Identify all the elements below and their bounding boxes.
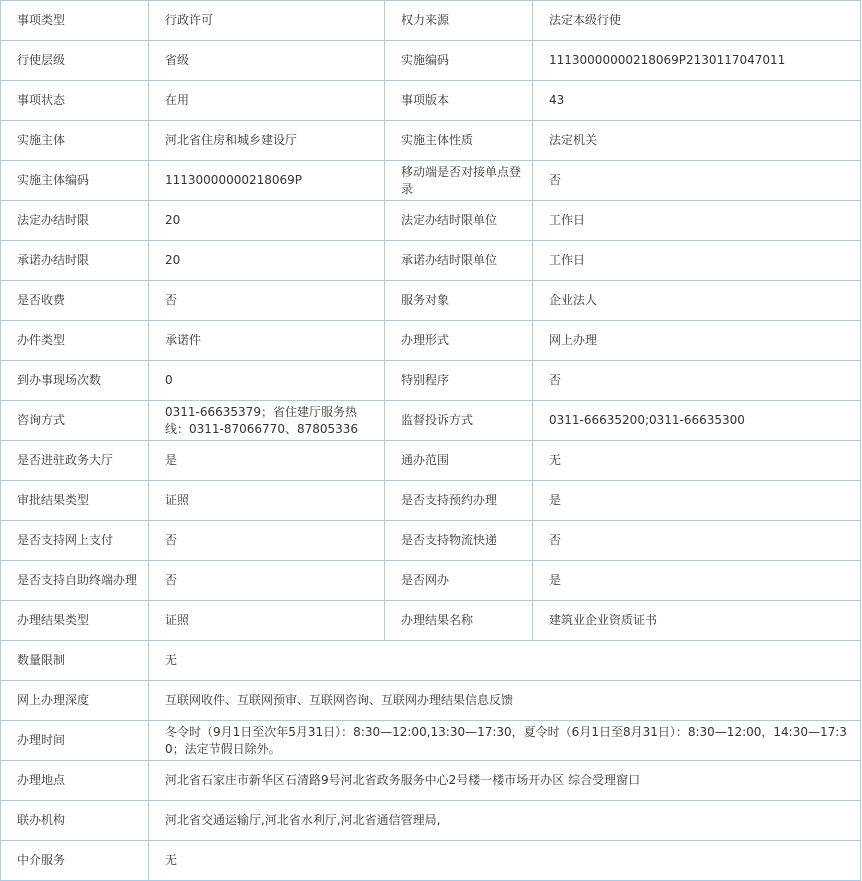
field-value: 43 <box>533 81 861 121</box>
info-row <box>1 481 861 521</box>
info-row <box>1 81 861 121</box>
info-row <box>1 281 861 321</box>
field-value: 20 <box>149 241 385 281</box>
field-label: 移动端是否对接单点登录 <box>385 161 533 201</box>
field-label: 咨询方式 <box>1 401 149 441</box>
field-label: 事项状态 <box>1 81 149 121</box>
field-value: 承诺件 <box>149 321 385 361</box>
info-row <box>1 401 861 441</box>
field-value: 否 <box>149 521 385 561</box>
field-label: 是否支持预约办理 <box>385 481 533 521</box>
field-value: 无 <box>533 441 861 481</box>
info-row <box>1 601 861 641</box>
field-label: 是否支持网上支付 <box>1 521 149 561</box>
info-row-wide <box>1 641 861 681</box>
field-label: 实施主体编码 <box>1 161 149 201</box>
field-label: 法定办结时限单位 <box>385 201 533 241</box>
info-row <box>1 121 861 161</box>
field-value: 11130000000218069P <box>149 161 385 201</box>
field-value: 0311-66635200;0311-66635300 <box>533 401 861 441</box>
field-value: 否 <box>533 361 861 401</box>
field-label: 监督投诉方式 <box>385 401 533 441</box>
field-label: 通办范围 <box>385 441 533 481</box>
info-row <box>1 441 861 481</box>
field-label: 办件类型 <box>1 321 149 361</box>
field-label: 实施编码 <box>385 41 533 81</box>
field-label: 中介服务 <box>1 841 149 881</box>
field-value: 否 <box>533 161 861 201</box>
field-label: 办理时间 <box>1 721 149 761</box>
field-value: 法定本级行使 <box>533 1 861 41</box>
field-value: 0311-66635379；省住建厅服务热线：0311-87066770、87805336 <box>149 401 385 441</box>
info-row <box>1 561 861 601</box>
field-label: 办理地点 <box>1 761 149 801</box>
field-label: 是否网办 <box>385 561 533 601</box>
field-value: 河北省住房和城乡建设厅 <box>149 121 385 161</box>
field-label: 法定办结时限 <box>1 201 149 241</box>
field-value: 11130000000218069P2130117047011 <box>533 41 861 81</box>
info-row <box>1 521 861 561</box>
field-label: 特别程序 <box>385 361 533 401</box>
field-value: 行政许可 <box>149 1 385 41</box>
field-value: 河北省交通运输厅,河北省水利厅,河北省通信管理局, <box>149 801 861 841</box>
field-label: 是否收费 <box>1 281 149 321</box>
info-row-wide <box>1 681 861 721</box>
field-label: 是否进驻政务大厅 <box>1 441 149 481</box>
field-value: 工作日 <box>533 241 861 281</box>
field-label: 实施主体性质 <box>385 121 533 161</box>
field-value: 是 <box>533 481 861 521</box>
field-value: 否 <box>149 561 385 601</box>
field-value: 0 <box>149 361 385 401</box>
info-row-wide <box>1 721 861 761</box>
field-value: 无 <box>149 641 861 681</box>
info-row-wide <box>1 761 861 801</box>
info-row <box>1 321 861 361</box>
field-label: 联办机构 <box>1 801 149 841</box>
info-row <box>1 1 861 41</box>
field-value: 建筑业企业资质证书 <box>533 601 861 641</box>
info-row <box>1 41 861 81</box>
field-label: 是否支持物流快递 <box>385 521 533 561</box>
field-label: 服务对象 <box>385 281 533 321</box>
field-label: 办理结果名称 <box>385 601 533 641</box>
field-value: 网上办理 <box>533 321 861 361</box>
field-value: 工作日 <box>533 201 861 241</box>
field-label: 网上办理深度 <box>1 681 149 721</box>
field-label: 办理结果类型 <box>1 601 149 641</box>
field-value: 法定机关 <box>533 121 861 161</box>
field-label: 承诺办结时限单位 <box>385 241 533 281</box>
field-value: 河北省石家庄市新华区石清路9号河北省政务服务中心2号楼一楼市场开办区 综合受理窗口 <box>149 761 861 801</box>
field-value: 在用 <box>149 81 385 121</box>
info-row <box>1 241 861 281</box>
field-value: 是 <box>149 441 385 481</box>
field-value: 互联网收件、互联网预审、互联网咨询、互联网办理结果信息反馈 <box>149 681 861 721</box>
info-row-wide <box>1 801 861 841</box>
info-row <box>1 161 861 201</box>
field-label: 权力来源 <box>385 1 533 41</box>
field-value: 20 <box>149 201 385 241</box>
field-value: 无 <box>149 841 861 881</box>
field-value: 证照 <box>149 601 385 641</box>
field-label: 承诺办结时限 <box>1 241 149 281</box>
field-value: 企业法人 <box>533 281 861 321</box>
field-value: 否 <box>533 521 861 561</box>
field-value: 否 <box>149 281 385 321</box>
field-label: 事项类型 <box>1 1 149 41</box>
field-value: 证照 <box>149 481 385 521</box>
info-row <box>1 201 861 241</box>
field-value: 冬令时（9月1日至次年5月31日）：8:30—12:00,13:30—17:30，夏令时（6月1日至8月31日）：8:30—12:00，14:30—17:30；法定节假日除外。 <box>149 721 861 761</box>
field-label: 是否支持自助终端办理 <box>1 561 149 601</box>
field-label: 实施主体 <box>1 121 149 161</box>
field-label: 事项版本 <box>385 81 533 121</box>
info-row <box>1 361 861 401</box>
field-value: 省级 <box>149 41 385 81</box>
field-label: 审批结果类型 <box>1 481 149 521</box>
field-label: 数量限制 <box>1 641 149 681</box>
field-value: 是 <box>533 561 861 601</box>
field-label: 办理形式 <box>385 321 533 361</box>
info-row-wide <box>1 841 861 881</box>
field-label: 行使层级 <box>1 41 149 81</box>
field-label: 到办事现场次数 <box>1 361 149 401</box>
